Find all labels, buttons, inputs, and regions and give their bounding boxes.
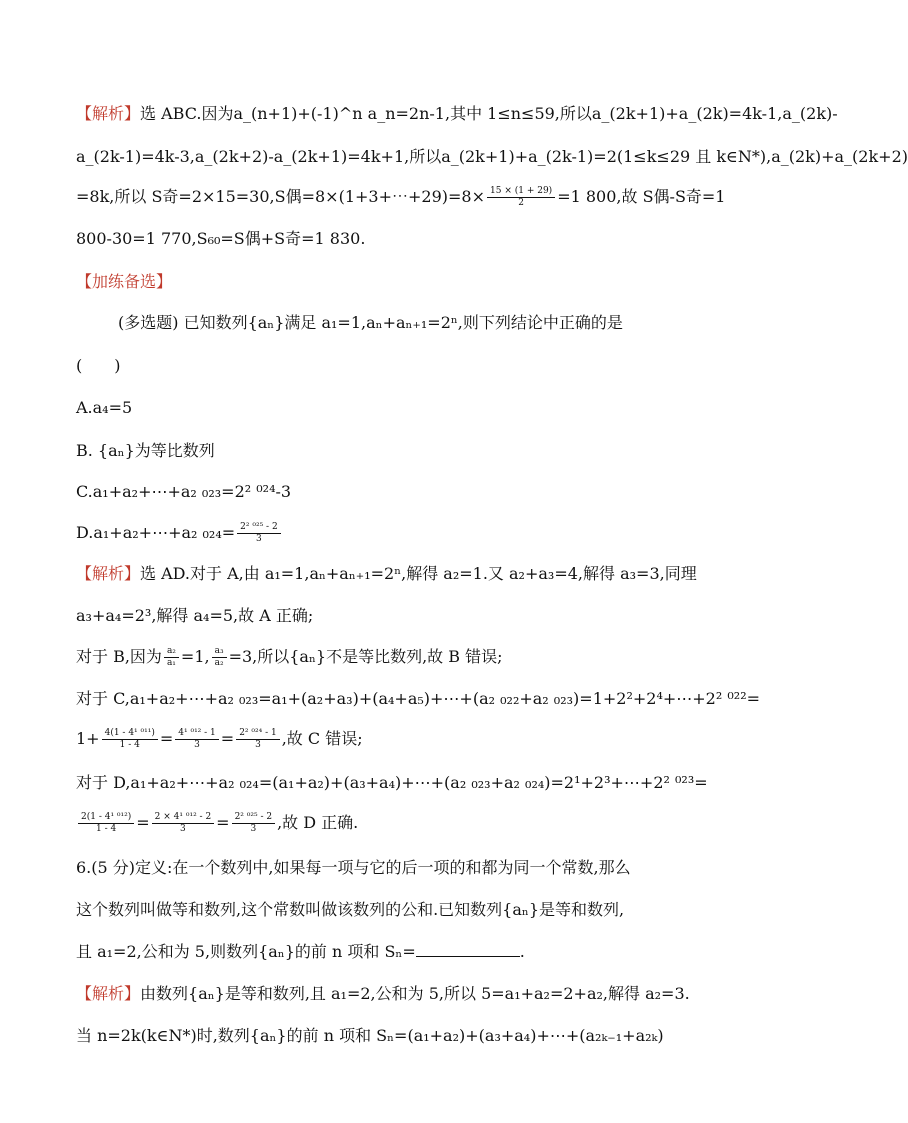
text-segment: =3,所以{aₙ}不是等比数列,故 B 错误; <box>228 647 503 666</box>
question-stem: (多选题) 已知数列{aₙ}满足 a₁=1,aₙ+aₙ₊₁=2ⁿ,则下列结论中正确的是 <box>118 313 623 332</box>
analysis-line <box>76 186 754 209</box>
fraction-denominator: 1 - 4 <box>96 824 117 834</box>
analysis-tag: 【解析】 <box>76 984 141 1003</box>
fraction-denominator: 1 - 4 <box>119 740 140 750</box>
analysis-line: 当 n=2k(k∈N*)时,数列{aₙ}的前 n 项和 Sₙ=(a₁+a₂)+(a₃+a₄)+⋯+(a₂ₖ₋₁+a₂ₖ) <box>76 1026 664 1045</box>
question-6-line: 这个数列叫做等和数列,这个常数叫做该数列的公和.已知数列{aₙ}是等和数列, <box>76 900 625 919</box>
fraction-denominator: 3 <box>194 740 200 750</box>
analysis-line <box>76 646 754 669</box>
fraction-numerator: 2² ⁰²⁵ - 2 <box>232 812 276 824</box>
extra-practice-tag-line <box>76 271 754 293</box>
text-segment: ,故 C 错误; <box>281 729 363 748</box>
fraction-denominator: a₁ <box>166 658 176 668</box>
analysis-line: a₃+a₄=2³,解得 a₄=5,故 A 正确; <box>76 606 314 625</box>
text-segment: D.a₁+a₂+⋯+a₂ ₀₂₄= <box>76 523 236 542</box>
fraction-numerator: 2(1 - 4¹ ⁰¹²) <box>78 812 134 824</box>
analysis-line <box>76 103 838 125</box>
fraction-numerator: 2² ⁰²⁴ - 1 <box>236 728 280 740</box>
text-segment: 对于 B,因为 <box>76 647 162 666</box>
question-6-line: 6.(5 分)定义:在一个数列中,如果每一项与它的后一项的和都为同一个常数,那么 <box>76 858 631 877</box>
fraction <box>78 812 134 835</box>
analysis-line <box>76 983 754 1005</box>
fraction-denominator: 3 <box>255 740 261 750</box>
fraction-numerator: 4¹ ⁰¹² - 1 <box>175 728 219 740</box>
fraction <box>175 728 219 751</box>
fraction-numerator: 2² ⁰²⁵ - 2 <box>237 522 281 534</box>
text-segment: =1, <box>180 647 210 666</box>
option-b: B. {aₙ}为等比数列 <box>76 441 215 460</box>
analysis-text: 选 ABC.因为a_(n+1)+(-1)^n a_n=2n-1,其中 1≤n≤59,所以a_(2k+1)+a_(2k)=4k-1,a_(2k)- <box>140 104 838 123</box>
analysis-line: 对于 D,a₁+a₂+⋯+a₂ ₀₂₄=(a₁+a₂)+(a₃+a₄)+⋯+(a₂ ₀₂₃+a₂ ₀₂₄)=2¹+2³+⋯+2² ⁰²³= <box>76 773 708 792</box>
fraction-denominator: 3 <box>180 824 186 834</box>
fraction <box>232 812 276 835</box>
analysis-line: 对于 C,a₁+a₂+⋯+a₂ ₀₂₃=a₁+(a₂+a₃)+(a₄+a₅)+⋯+(a₂ ₀₂₂+a₂ ₀₂₃)=1+2²+2⁴+⋯+2² ⁰²²= <box>76 689 761 708</box>
fraction <box>236 728 280 751</box>
answer-blank[interactable] <box>416 942 520 957</box>
text-segment: ,故 D 正确. <box>277 813 359 832</box>
analysis-line: a_(2k-1)=4k-3,a_(2k+2)-a_(2k+1)=4k+1,所以a_(2k+1)+a_(2k-1)=2(1≤k≤29 且 k∈N*),a_(2k)+a_(2k+2) <box>76 147 908 166</box>
text-segment: 且 a₁=2,公和为 5,则数列{aₙ}的前 n 项和 Sₙ= <box>76 942 416 961</box>
fraction-denominator: 2 <box>518 198 524 208</box>
option-c: C.a₁+a₂+⋯+a₂ ₀₂₃=2² ⁰²⁴-3 <box>76 482 292 501</box>
analysis-line: $\frac{\text{2(1 - 4¹ ⁰¹²)}}{1 - 4}$ = $\frac{\text{2 × 4¹ ⁰¹² - 2}}{3}$ = $\frac{\text{2² ⁰²⁵ - 2}}{3}$ ,故 D 正确. <box>76 812 754 835</box>
fraction <box>152 812 215 835</box>
analysis-line <box>76 563 754 585</box>
fraction <box>237 522 281 545</box>
analysis-line: 1+ $\frac{\text{4(1 - 4¹ ⁰¹¹)}}{1 - 4}$ = $\frac{\text{4¹ ⁰¹² - 1}}{3}$ = $\frac{\text{2² ⁰²⁴ - 1}}{3}$ ,故 C 错误; <box>76 728 363 750</box>
fraction <box>487 186 555 209</box>
fraction-numerator: 15 × (1 + 29) <box>487 186 555 198</box>
fraction <box>102 728 158 751</box>
analysis-text: 由数列{aₙ}是等和数列,且 a₁=2,公和为 5,所以 5=a₁+a₂=2+a₂,解得 a₂=3. <box>140 984 690 1003</box>
analysis-line: 800-30=1 770,S₆₀=S偶+S奇=1 830. <box>76 229 366 248</box>
fraction-numerator: a₂ <box>164 646 179 658</box>
fraction-numerator: a₃ <box>212 646 227 658</box>
fraction <box>212 646 227 669</box>
text-segment: =8k,所以 S奇=2×15=30,S偶=8×(1+3+⋯+29)=8× <box>76 187 485 206</box>
text-segment: =1 800,故 S偶-S奇=1 <box>557 187 726 206</box>
analysis-text: 选 AD.对于 A,由 a₁=1,aₙ+aₙ₊₁=2ⁿ,解得 a₂=1.又 a₂+a₃=4,解得 a₃=3,同理 <box>140 564 697 583</box>
text-segment: 1+ <box>76 729 100 748</box>
answer-parenthesis: ( ) <box>76 356 121 375</box>
option-a: A.a₄=5 <box>76 398 133 417</box>
fraction <box>164 646 179 669</box>
analysis-tag: 【解析】 <box>76 104 141 123</box>
fraction-numerator: 2 × 4¹ ⁰¹² - 2 <box>152 812 215 824</box>
fraction-denominator: 3 <box>250 824 257 834</box>
fraction-denominator: 3 <box>256 534 262 544</box>
option-d <box>76 522 754 545</box>
fraction-numerator: 4(1 - 4¹ ⁰¹¹) <box>102 728 158 740</box>
text-segment: . <box>519 942 525 961</box>
analysis-tag: 【解析】 <box>76 564 141 583</box>
fraction-denominator: a₂ <box>214 658 224 668</box>
extra-practice-tag: 【加练备选】 <box>76 272 173 291</box>
question-6-line <box>76 941 754 963</box>
